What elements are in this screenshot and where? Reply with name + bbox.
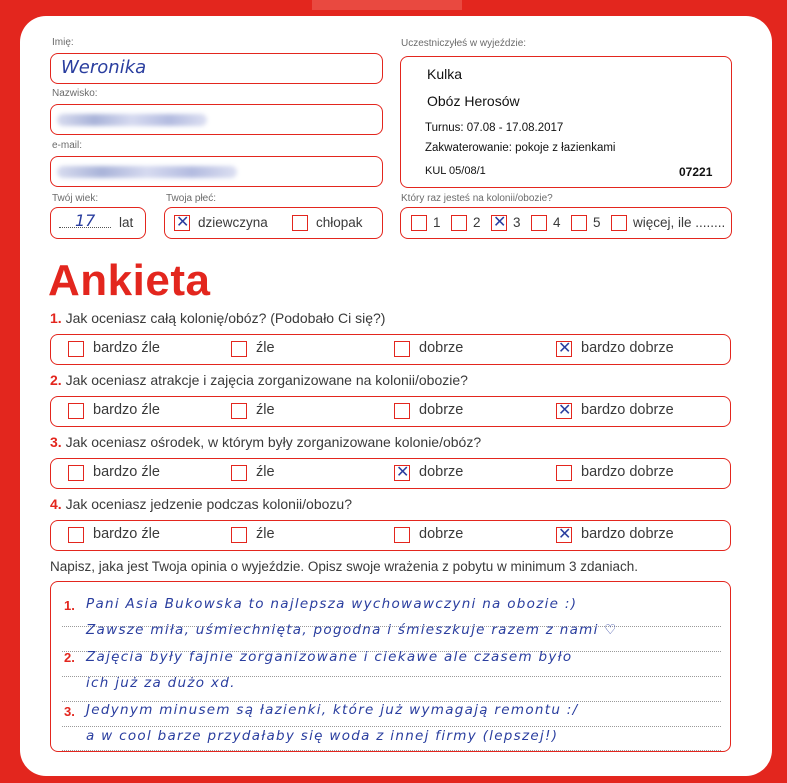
name-value: Weronika	[61, 57, 147, 78]
question-number: 4.	[50, 496, 62, 512]
opinion-prompt: Napisz, jaka jest Twoja opinia o wyjeździe. Opisz swoje wrażenia z pobytu w minimum 3 zdaniach.	[50, 559, 639, 574]
answer-checkbox[interactable]	[556, 527, 572, 543]
question-text: Jak oceniasz ośrodek, w którym były zorganizowane kolonie/obóz?	[65, 434, 482, 450]
email-label: e-mail:	[52, 140, 83, 151]
opinion-rule	[62, 726, 721, 727]
times-3-label: 3	[513, 215, 521, 230]
question-number: 3.	[50, 434, 62, 450]
times-3-checkbox[interactable]	[491, 215, 507, 231]
question-2	[50, 372, 468, 388]
question-number: 1.	[50, 310, 62, 326]
email-redacted	[57, 166, 237, 178]
age-label: Twój wiek:	[52, 193, 99, 204]
answer-checkbox[interactable]	[231, 403, 247, 419]
answer-label: bardzo źle	[93, 464, 160, 480]
answer-row-4	[50, 520, 731, 551]
opinion-number-1: 1.	[64, 598, 75, 613]
trip-number: 07221	[679, 165, 713, 179]
survey-title: Ankieta	[48, 256, 211, 305]
opinion-line-4: ich już za dużo xd.	[86, 675, 236, 691]
answer-checkbox[interactable]	[394, 341, 410, 357]
answer-label: bardzo dobrze	[581, 340, 674, 356]
age-field[interactable]	[50, 207, 146, 239]
age-value: 17	[75, 211, 96, 230]
opinion-number-3: 3.	[64, 704, 75, 719]
answer-label: źle	[256, 464, 275, 480]
surname-redacted	[57, 114, 207, 126]
answer-label: dobrze	[419, 402, 464, 418]
answer-label: bardzo źle	[93, 526, 160, 542]
opinion-number-2: 2.	[64, 650, 75, 665]
age-unit: lat	[119, 215, 134, 230]
opinion-line-3: Zajęcia były fajnie zorganizowane i ciekawe ale czasem było	[86, 649, 573, 665]
name-label: Imię:	[52, 37, 74, 48]
answer-checkbox[interactable]	[68, 403, 84, 419]
opinion-line-1: Pani Asia Bukowska to najlepsza wychowawczyni na obozie :)	[86, 596, 578, 612]
times-field	[400, 207, 732, 239]
answer-label: bardzo źle	[93, 402, 160, 418]
answer-checkbox[interactable]	[68, 527, 84, 543]
answer-label: dobrze	[419, 526, 464, 542]
answer-row-3	[50, 458, 731, 489]
answer-label: bardzo dobrze	[581, 402, 674, 418]
surname-label: Nazwisko:	[52, 88, 98, 99]
answer-checkbox[interactable]	[231, 527, 247, 543]
answer-label: źle	[256, 402, 275, 418]
answer-checkbox[interactable]	[556, 341, 572, 357]
answer-checkbox[interactable]	[556, 403, 572, 419]
trip-turnus: Turnus: 07.08 - 17.08.2017	[425, 122, 564, 134]
times-label: Który raz jesteś na kolonii/obozie?	[401, 193, 553, 204]
question-text: Jak oceniasz atrakcje i zajęcia zorganizowane na kolonii/obozie?	[65, 372, 468, 388]
gender-male-label: chłopak	[316, 215, 363, 230]
times-1-checkbox[interactable]	[411, 215, 427, 231]
top-edge-mark	[312, 0, 462, 10]
trip-lodging: Zakwaterowanie: pokoje z łazienkami	[425, 142, 616, 154]
trip-code: KUL 05/08/1	[425, 165, 486, 177]
times-more-checkbox[interactable]	[611, 215, 627, 231]
email-field[interactable]	[50, 156, 383, 187]
question-3	[50, 434, 481, 450]
question-number: 2.	[50, 372, 62, 388]
answer-label: bardzo dobrze	[581, 526, 674, 542]
gender-female-label: dziewczyna	[198, 215, 268, 230]
gender-label: Twoja płeć:	[166, 193, 217, 204]
answer-label: dobrze	[419, 340, 464, 356]
trip-line1: Kulka	[427, 66, 463, 82]
answer-checkbox[interactable]	[68, 341, 84, 357]
answer-label: źle	[256, 526, 275, 542]
times-5-checkbox[interactable]	[571, 215, 587, 231]
participant-label: Uczestniczyłeś w wyjeździe:	[401, 38, 527, 49]
answer-checkbox[interactable]	[231, 341, 247, 357]
answer-row-2	[50, 396, 731, 427]
times-4-label: 4	[553, 215, 561, 230]
answer-row-1	[50, 334, 731, 365]
answer-checkbox[interactable]	[394, 465, 410, 481]
opinion-rule	[62, 750, 721, 751]
question-1	[50, 310, 385, 326]
gender-field	[164, 207, 383, 239]
opinion-line-5: Jedynym minusem są łazienki, które już wymagają remontu :/	[86, 702, 579, 718]
answer-checkbox[interactable]	[394, 527, 410, 543]
times-2-checkbox[interactable]	[451, 215, 467, 231]
times-more-label: więcej, ile ........	[633, 215, 726, 230]
question-text: Jak oceniasz całą kolonię/obóz? (Podobało Ci się?)	[65, 310, 386, 326]
trip-info-box	[400, 56, 732, 188]
answer-label: źle	[256, 340, 275, 356]
opinion-line-2: Zawsze miła, uśmiechnięta, pogodna i śmieszkuje razem z nami ♡	[86, 622, 618, 638]
answer-checkbox[interactable]	[394, 403, 410, 419]
gender-female-checkbox[interactable]	[174, 215, 190, 231]
trip-line2: Obóz Herosów	[427, 93, 520, 109]
answer-label: bardzo dobrze	[581, 464, 674, 480]
times-2-label: 2	[473, 215, 481, 230]
question-text: Jak oceniasz jedzenie podczas kolonii/obozu?	[65, 496, 352, 512]
surname-field[interactable]	[50, 104, 383, 135]
gender-male-checkbox[interactable]	[292, 215, 308, 231]
question-4	[50, 496, 352, 512]
times-1-label: 1	[433, 215, 441, 230]
answer-label: bardzo źle	[93, 340, 160, 356]
answer-checkbox[interactable]	[68, 465, 84, 481]
times-5-label: 5	[593, 215, 601, 230]
answer-checkbox[interactable]	[556, 465, 572, 481]
opinion-line-6: a w cool barze przydałaby się woda z innej firmy (lepszej!)	[86, 728, 559, 744]
times-4-checkbox[interactable]	[531, 215, 547, 231]
answer-checkbox[interactable]	[231, 465, 247, 481]
name-field[interactable]	[50, 53, 383, 84]
answer-label: dobrze	[419, 464, 464, 480]
